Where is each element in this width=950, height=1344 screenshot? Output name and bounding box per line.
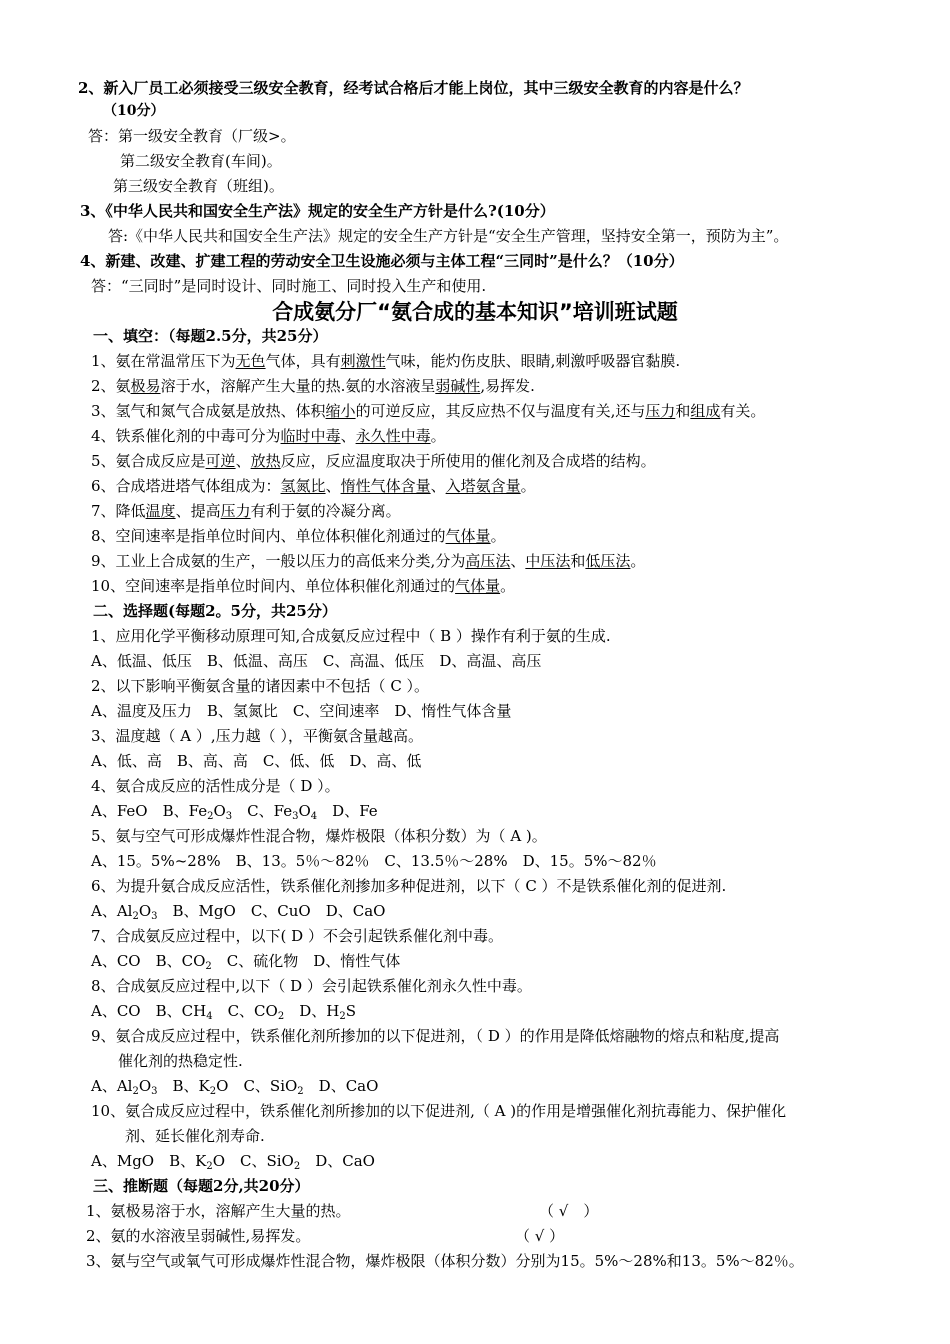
answer-3: 答:《中华人民共和国安全生产法》规定的安全生产方针是“安全生产管理，坚持安全第一，预防为主”。 [108,227,789,245]
choice-q9-line-1: 9、氨合成反应过程中，铁系催化剂所掺加的以下促进剂，（ D ）的作用是降低熔融物的熔点和粘度,提高 [91,1027,780,1045]
choice-q2: 2、以下影响平衡氨含量的诸因素中不包括（ C ）。 [91,677,430,695]
choice-q10-line-1: 10、氨合成反应过程中，铁系催化剂所掺加的以下促进剂,（ A )的作用是增强催化剂抗毒能力、保护催化 [91,1102,787,1120]
answer-2-line-3: 第三级安全教育（班组)。 [113,177,284,195]
choice-q5: 5、氨与空气可形成爆炸性混合物，爆炸极限（体积分数）为（ A )。 [91,827,547,845]
choice-q8-options: A、CO B、$CH_4$ C、$CO_2$ D、$H_2S$ [91,1002,356,1022]
choice-q10-options: A、MgO B、$K_2O$ C、SiO$_2$ D、CaO [91,1152,375,1172]
fill-q6: 6、合成塔进塔气体组成为：氢氮比、惰性气体含量、入塔氨含量。 [91,477,536,495]
choice-q3-options: A、低、高 B、高、高 C、低、低 D、高、低 [91,752,422,770]
choice-q1: 1、应用化学平衡移动原理可知,合成氨反应过程中（ B ）操作有利于氨的生成. [91,627,611,645]
page-title: 合成氨分厂“氨合成的基本知识”培训班试题 [272,300,678,324]
judge-q1: 1、氨极易溶于水，溶解产生大量的热。 [86,1202,351,1220]
fill-q4: 4、铁系催化剂的中毒可分为临时中毒、永久性中毒。 [91,427,446,445]
choice-q6: 6、为提升氨合成反应活性，铁系催化剂掺加多种促进剂，以下（ C ）不是铁系催化剂的促进剂. [91,877,727,895]
section-3-heading: 三、推断题（每题2分,共20分） [93,1177,310,1195]
question-2-points: （10分） [103,103,165,119]
fill-q1: 1、氨在常温常压下为无色气体，具有刺激性气味，能灼伤皮肤、眼睛,刺激呼吸器官黏膜. [91,352,681,370]
choice-q9-line-2: 催化剂的热稳定性. [118,1052,243,1070]
fill-q10: 10、空间速率是指单位时间内、单位体积催化剂通过的气体量。 [91,577,516,595]
answer-2-line-2: 第二级安全教育(车间)。 [120,152,282,170]
fill-q3: 3、氢气和氮气合成氨是放热、体积缩小的可逆反应，其反应热不仅与温度有关,还与压力和组成有关。 [91,402,766,420]
choice-q2-options: A、温度及压力 B、氢氮比 C、空间速率 D、惰性气体含量 [91,702,512,720]
judge-q3: 3、氨与空气或氧气可形成爆炸性混合物，爆炸极限（体积分数）分别为15。5%～28%和13。5%～82％。 [86,1252,804,1270]
choice-q6-options: A、$Al_2O_3$ B、MgO C、CuO D、CaO [91,902,386,922]
section-1-heading: 一、填空：（每题2.5分，共25分） [93,327,328,345]
answer-4: 答：“三同时”是同时设计、同时施工、同时投入生产和使用. [91,277,487,295]
answer-2-line-1: 答：第一级安全教育（厂级>。 [88,127,296,145]
choice-q8: 8、合成氨反应过程中,以下（ D ）会引起铁系催化剂永久性中毒。 [91,977,532,995]
question-4: 4、新建、改建、扩建工程的劳动安全卫生设施必须与主体工程“三同时”是什么？（10分） [80,252,684,270]
judge-q2-mark: （ √ ） [515,1227,565,1245]
choice-q4: 4、氨合成反应的活性成分是（ D ）。 [91,777,340,795]
choice-q10-line-2: 剂、延长催化剂寿命. [125,1127,265,1145]
judge-q2: 2、氨的水溶液呈弱碱性,易挥发。 [86,1227,311,1245]
choice-q4-options: A、FeO B、$Fe_2O_3$ C、$Fe_3O_4$ D、Fe [91,802,378,822]
fill-q5: 5、氨合成反应是可逆、放热反应，反应温度取决于所使用的催化剂及合成塔的结构。 [91,452,656,470]
fill-q9: 9、工业上合成氨的生产，一般以压力的高低来分类,分为高压法、中压法和低压法。 [91,552,646,570]
choice-q1-options: A、低温、低压 B、低温、高压 C、高温、低压 D、高温、高压 [91,652,542,670]
judge-q1-mark: （ √ ） [539,1202,599,1220]
fill-q8: 8、空间速率是指单位时间内、单位体积催化剂通过的气体量。 [91,527,506,545]
choice-q5-options: A、15。5%~28% B、13。5％～82％ C、13.5％～28% D、15。5%～82％ [91,852,657,870]
choice-q9-options: A、$Al_2O_3$ B、$K_2O$ C、SiO$_2$ D、CaO [91,1077,379,1097]
question-2: 2、新入厂员工必须接受三级安全教育，经考试合格后才能上岗位，其中三级安全教育的内容是什么？ [78,79,749,97]
question-3: 3、《中华人民共和国安全生产法》规定的安全生产方针是什么?(10分） [80,202,555,220]
fill-q7: 7、降低温度、提高压力有利于氨的冷凝分离。 [91,502,401,520]
choice-q3: 3、温度越（ A ）,压力越（ ），平衡氨含量越高。 [91,727,423,745]
choice-q7-options: A、CO B、$CO_2$ C、硫化物 D、惰性气体 [91,952,401,972]
section-2-heading: 二、选择题(每题2。5分，共25分） [93,602,337,620]
choice-q7: 7、合成氨反应过程中，以下( D ）不会引起铁系催化剂中毒。 [91,927,503,945]
fill-q2: 2、氨极易溶于水，溶解产生大量的热.氨的水溶液呈弱碱性,易挥发. [91,377,535,395]
